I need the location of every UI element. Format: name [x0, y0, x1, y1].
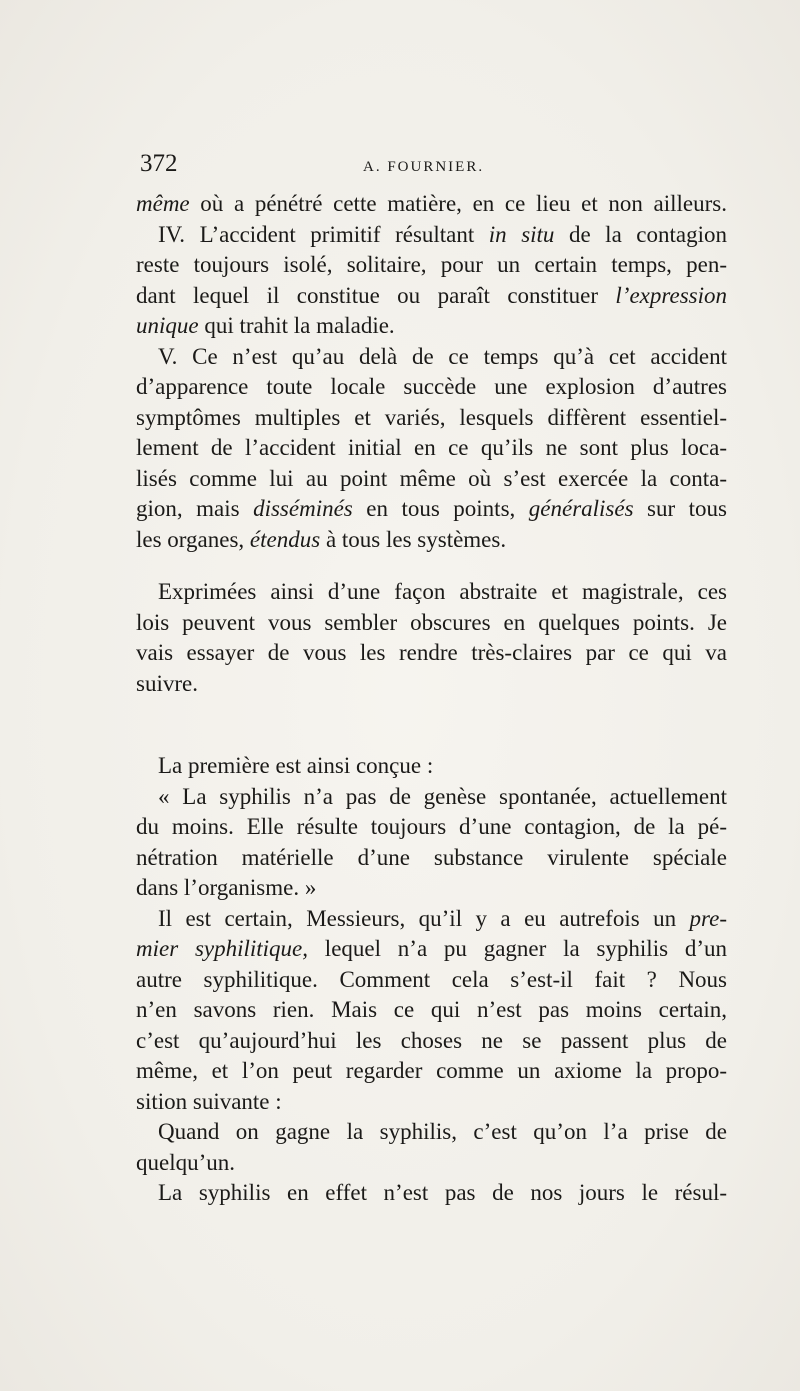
- italic-text: disséminés: [253, 496, 353, 521]
- text-line: quelqu’un.: [136, 1149, 236, 1175]
- text-line: les organes, étendus à tous les systèmes.: [136, 526, 507, 552]
- italic-text: l’expression: [615, 282, 727, 308]
- text-line: même, et l’on peut regarder comme un axiome la propo-: [136, 1058, 727, 1083]
- text-line: suivre.: [136, 670, 198, 696]
- body-text: [136, 189, 727, 1209]
- text-line: « La syphilis n’a pas de genèse spontanée, actuellement: [158, 783, 727, 809]
- italic-text: mier syphilitique,: [136, 936, 309, 961]
- text-line: n’en savons rien. Mais ce qui n’est pas moins certain,: [136, 997, 727, 1022]
- text-line: unique qui trahit la maladie.: [136, 313, 395, 338]
- text-line: symptômes multiples et variés, lesquels diffèrent essentiel-: [136, 404, 727, 430]
- text-line: IV. L’accident primitif résultant in situ de la contagion: [158, 221, 727, 247]
- italic-text: même: [136, 191, 190, 216]
- text-line: lement de l’accident initial en ce qu’ils ne sont plus loca-: [136, 435, 727, 460]
- italic-text: unique: [136, 313, 199, 338]
- text-line: Quand on gagne la syphilis, c’est qu’on l’a prise de: [158, 1119, 727, 1144]
- text-line: dans l’organisme. »: [136, 875, 317, 900]
- text-line: Il est certain, Messieurs, qu’il y a eu autrefois un pre-: [158, 905, 727, 931]
- page-header: [140, 150, 730, 186]
- text-line: Exprimées ainsi d’une façon abstraite et magistrale, ces: [158, 579, 727, 604]
- text-line: autre syphilitique. Comment cela s’est-il fait ? Nous: [136, 966, 727, 992]
- text-line: vais essayer de vous les rendre très-claires par ce qui va: [136, 640, 727, 665]
- text-line: nétration matérielle d’une substance virulente spéciale: [136, 844, 727, 870]
- italic-text: généralisés: [528, 496, 634, 521]
- italic-text: étendus: [249, 526, 321, 552]
- text-line: La première est ainsi conçue :: [158, 753, 434, 778]
- text-line: reste toujours isolé, solitaire, pour un certain temps, pen-: [136, 252, 727, 277]
- text-line: dant lequel il constitue ou paraît constituer l’expression: [136, 282, 727, 308]
- text-line: V. Ce n’est qu’au delà de ce temps qu’à cet accident: [158, 343, 727, 369]
- text-line: gion, mais disséminés en tous points, généralisés sur tous: [136, 496, 727, 521]
- text-line: lois peuvent vous sembler obscures en quelques points. Je: [136, 609, 727, 635]
- text-line: La syphilis en effet n’est pas de nos jours le résul-: [158, 1180, 727, 1205]
- text-line: d’apparence toute locale succède une explosion d’autres: [136, 374, 727, 399]
- text-line: c’est qu’aujourd’hui les choses ne se passent plus de: [136, 1027, 727, 1053]
- paragraph-gap: [136, 729, 727, 751]
- text-line: du moins. Elle résulte toujours d’une contagion, de la pé-: [136, 814, 727, 839]
- italic-text: in situ: [488, 221, 555, 247]
- italic-text: pre-: [689, 905, 727, 931]
- text-line: mier syphilitique, lequel n’a pu gagner la syphilis d’un: [136, 936, 727, 961]
- text-line: sition suivante :: [136, 1088, 282, 1114]
- running-head: A. FOURNIER.: [363, 159, 485, 175]
- page-number: 372: [140, 150, 178, 177]
- paragraph-gap: [136, 555, 727, 577]
- text-line: lisés comme lui au point même où s’est exercée la conta-: [136, 465, 727, 491]
- paragraph-gap: [136, 699, 727, 729]
- text-line: même où a pénétré cette matière, en ce lieu et non ailleurs.: [136, 191, 727, 216]
